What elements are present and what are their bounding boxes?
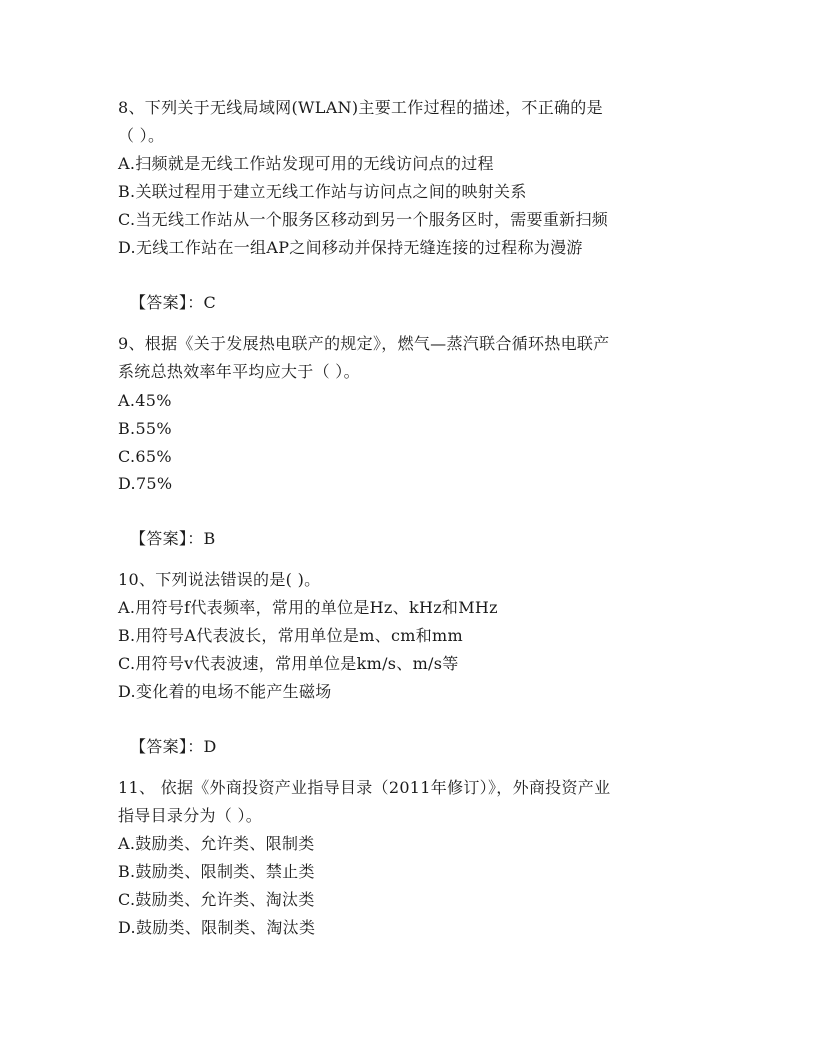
question-8-option-b: B.关联过程用于建立无线工作站与访问点之间的映射关系	[118, 182, 527, 201]
question-10-option-a: A.用符号f代表频率，常用的单位是Hz、kHz和MHz	[118, 598, 498, 617]
question-9-option-c: C.65%	[118, 447, 172, 466]
question-9-option-d: D.75%	[118, 474, 173, 493]
question-11-stem-line-1: 11、 依据《外商投资产业指导目录（2011年修订）》，外商投资产业	[118, 778, 611, 797]
question-11-option-b: B.鼓励类、限制类、禁止类	[118, 862, 315, 881]
question-8-option-c: C.当无线工作站从一个服务区移动到另一个服务区时，需要重新扫频	[118, 210, 609, 229]
question-8-stem-line-2: （ ）。	[118, 126, 165, 145]
question-10-option-b: B.用符号A代表波长，常用单位是m、cm和mm	[118, 626, 463, 645]
question-10-stem-line-1: 10、下列说法错误的是( )。	[118, 570, 321, 589]
question-11-stem-line-2: 指导目录分为（ ）。	[118, 806, 263, 825]
question-9-stem-line-2: 系统总热效率年平均应大于（ ）。	[118, 362, 360, 381]
question-8-answer: 【答案】：C	[130, 293, 217, 312]
question-9-answer: 【答案】：B	[130, 529, 216, 548]
question-8-stem-line-1: 8、下列关于无线局域网(WLAN)主要工作过程的描述，不正确的是	[118, 98, 603, 117]
question-8-option-d: D.无线工作站在一组AP之间移动并保持无缝连接的过程称为漫游	[118, 238, 583, 257]
question-11-option-c: C.鼓励类、允许类、淘汰类	[118, 890, 315, 909]
question-10-answer: 【答案】：D	[130, 737, 217, 756]
question-11-option-d: D.鼓励类、限制类、淘汰类	[118, 918, 316, 937]
question-9-option-a: A.45%	[118, 391, 172, 410]
question-8-option-a: A.扫频就是无线工作站发现可用的无线访问点的过程	[118, 154, 494, 173]
question-9-option-b: B.55%	[118, 419, 172, 438]
question-10-option-d: D.变化着的电场不能产生磁场	[118, 682, 332, 701]
question-10-option-c: C.用符号v代表波速，常用单位是km/s、m/s等	[118, 654, 459, 673]
question-9-stem-line-1: 9、根据《关于发展热电联产的规定》，燃气—蒸汽联合循环热电联产	[118, 334, 610, 353]
question-11-option-a: A.鼓励类、允许类、限制类	[118, 834, 315, 853]
